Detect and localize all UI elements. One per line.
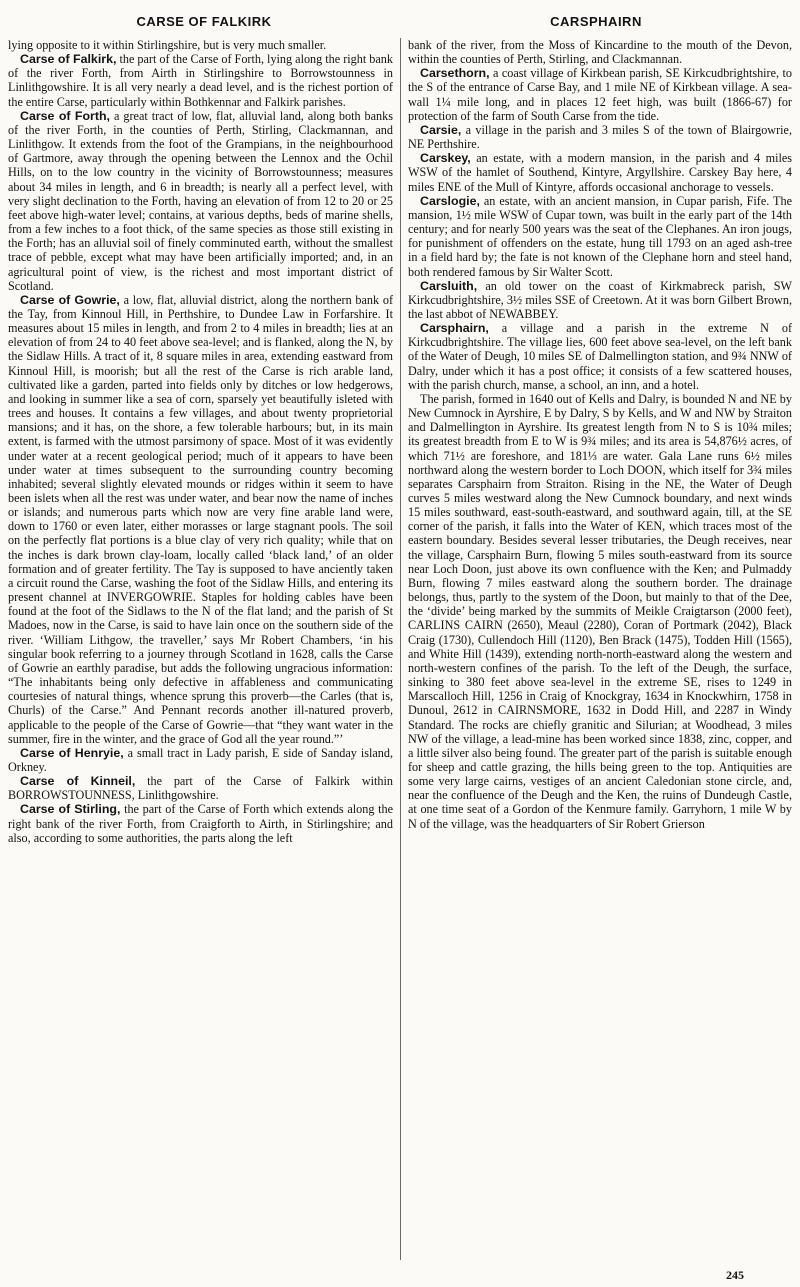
text-columns [8, 38, 792, 1260]
entry-headword: Carse of Gowrie, [20, 292, 120, 307]
right-column [400, 38, 792, 1260]
gazetteer-entry [408, 151, 792, 193]
gazetteer-entry [408, 194, 792, 279]
gazetteer-entry [8, 52, 393, 109]
gazetteer-entry [408, 392, 792, 831]
entry-headword: Carsie, [420, 122, 462, 137]
gazetteer-entry [408, 66, 792, 123]
entry-headword: Carskey, [420, 151, 471, 166]
entry-headword: Carse of Forth, [20, 108, 110, 123]
right-running-head: CARSPHAIRN [550, 14, 642, 29]
entry-text: a coast village of Kirkbean parish, SE Kirkcudbrightshire, to the S of the entrance of Carse Bay, and 1 mile NE of Kirkbean village. A sea-wall 1¼ mile long, and in places 12 feet high, was built (1866-67) for protection of the farm of South Carse from the tide. [408, 66, 792, 123]
entry-text: bank of the river, from the Moss of Kincardine to the mouth of the Devon, within the counties of Perth, Stirling, and Clackmannan. [408, 38, 792, 67]
gazetteer-entry [8, 293, 393, 746]
entry-text: a small tract in Lady parish, E side of Sanday island, Orkney. [8, 745, 393, 774]
entry-text: a great tract of low, flat, alluvial land, along both banks of the river Forth, in the counties of Perth, Stirling, Clackmannan, and Linlithgow. It extends from the foot of the Grampians, in the neighbourhood of Gartmore, away through the opening between the Lennox and the Ochil Hills, on to the low country in the vicinity of Borrowstounness; measures about 34 miles in length, and 6 in breadth; is nearly all a perfect level, with very slight declination to the Forth, having an elevation of from 12 to 20 or 25 feet above high-water level; contains, at various depths, beds of marine shells, from a few inches to a foot thick, of the same species as those still existing in the Forth; has an alluvial soil of finely comminuted earth, without the smallest trace of pebble, except what may have been artificially imported; and, in an agricultural point of view, is the richest and most important district of Scotland. [8, 108, 393, 293]
entry-text: lying opposite to it within Stirlingshire, but is very much smaller. [8, 38, 327, 52]
entry-text: an estate, with an ancient mansion, in Cupar parish, Fife. The mansion, 1½ mile WSW of Cupar town, was built in the early part of the 14th century; and for nearly 500 years was the seat of the Clephanes. An iron jougs, for punishment of offenders on the estate, hung till 1793 on an aged ash-tree in a field hard by; the fate is not known of the Clephane horn and steel hand, both rendered famous by Sir Walter Scott. [408, 193, 792, 279]
entry-headword: Carslogie, [420, 193, 480, 208]
continued-text [8, 38, 393, 52]
left-running-head: CARSE OF FALKIRK [136, 14, 272, 29]
gazetteer-entry [8, 746, 393, 774]
gazetteer-entry [8, 774, 393, 802]
entry-text: an estate, with a modern mansion, in the parish and 4 miles WSW of the hamlet of Southend, Kintyre, Argyllshire. Carskey Bay here, 4 miles ENE of the Mull of Kintyre, affords occasional anchorage to vessels. [408, 151, 792, 194]
running-header [8, 10, 792, 36]
entry-headword: Carse of Falkirk, [20, 52, 117, 67]
gazetteer-entry [8, 802, 393, 844]
entry-headword: Carse of Stirling, [20, 802, 121, 817]
entry-text: a village in the parish and 3 miles S of the town of Blairgowrie, NE Perthshire. [408, 122, 792, 152]
entry-text: an old tower on the coast of Kirkmabreck parish, SW Kirkcudbrightshire, 3½ miles SSE of Creetown. At it was born Gilbert Brown, the last abbot of NEWABBEY. [408, 278, 792, 321]
continued-text [408, 38, 792, 66]
entry-headword: Carse of Kinneil, [20, 774, 136, 789]
left-column [8, 38, 400, 1260]
gazetteer-entry [408, 279, 792, 321]
entry-headword: Carsphairn, [420, 321, 489, 336]
entry-text: a low, flat, alluvial district, along the northern bank of the Tay, from Kinnoul Hill, in Perthshire, to Dundee Law in Forfarshire. It measures about 15 miles in length, and from 2 to 4 miles in breadth; lies at an elevation of from 24 to 40 feet above sea-level; and is flanked, along the N, by the Sidlaw Hills. A tract of it, 8 square miles in area, extending eastward from Kinnoul Hill, is moorish; but all the rest of the Carse is rich arable land, cultivated like a garden, parted into fields only by ditches or low hedgerows, and looking in summer like a sea of corn, sparsely yet beautifully isleted with trees and houses. It contains a few villages, and about twenty proprietorial mansions; and it has, on the shore, a few tolerable harbours; but, in its main extent, is farmed with the utmost parsimony of space. Most of it was evidently under water at a recent geological period; much of it appears to have been under water at times subsequent to the surrounding country becoming inhabited; several slightly elevated mounds or ridges within it seem to have been islets when all the rest was under water, and bear now the name of inches or islands; and numerous parts which now are very fine arable land were, down to 1760 or even later, either morasses or large stagnant pools. The soil on the perfectly flat portions is a blue clay of very rich quality; while that on the inches is dark brown clay-loam, locally called ‘black land,’ of an older formation and of greater fertility. The Tay is supposed to have anciently taken a circuit round the Carse, washing the foot of the Sidlaw Hills, and entering its present channel at INVERGOWRIE. Staples for holding cables have been found at the foot of the Sidlaws to the N of the flat land; and the parish of St Madoes, now in the Carse, is said to have lain once on the southern side of the river. ‘William Lithgow, the traveller,’ says Mr Robert Chambers, ‘in his singular book referring to a journey through Scotland in 1628, calls the Carse of Gowrie an earthly paradise, but adds the following ungracious information: “The inhabitants being only defective in affableness and communicating courtesies of natural things, whence sprung this proverb—the Carles (that is, Churls) of the Carse.” And Pennant records another ill-natured proverb, applicable to the people of the Carse of Gowrie—that “they want water in the summer, fire in the winter, and the grace of God all the year round.”’ [8, 292, 394, 746]
gazetteer-entry [408, 321, 792, 392]
page-number: 245 [726, 1268, 744, 1282]
entry-headword: Carse of Henryie, [20, 745, 124, 760]
entry-text: the part of the Carse of Falkirk within BORROWSTOUNNESS, Linlithgowshire. [8, 774, 393, 803]
entry-text: the part of the Carse of Forth, lying along the right bank of the river Forth, from Airth in Stirlingshire to Borrowstounness in Linlithgowshire. It is all very nearly a dead level, and is the richest portion of the entire Carse, particularly within Bothkennar and Falkirk parishes. [8, 52, 393, 109]
entry-text: a village and a parish in the extreme N of Kirkcudbrightshire. The village lies, 600 feet above sea-level, on the left bank of the Water of Deugh, 10 miles SE of Dalmellington station, and 9¾ NNW of Dalry, under which it has a post office; it consists of a few scattered houses, with the parish church, manse, a school, an inn, and a hotel. [408, 321, 792, 392]
entry-text: The parish, formed in 1640 out of Kells and Dalry, is bounded N and NE by New Cumnock in Ayrshire, E by Dalry, S by Kells, and W and NW by Straiton and Dalmellington in Ayrshire. Its greatest length from N to S is 10¾ miles; its greatest breadth from E to W is 9¾ miles; and its area is 54,876½ acres, of which 71½ are foreshore, and 181⅓ are water. Gala Lane runs 6½ miles northward along the western border to Loch DOON, which itself for 3¾ miles separates Carsphairn from Straiton. Rising in the NE, the Water of Deugh curves 5 miles westward along the New Cumnock boundary, and next winds 15 miles southward, east-south-eastward, and southward again, till, at the SE corner of the parish, it falls into the Water of KEN, which traces most of the eastern boundary. Besides several lesser tributaries, the Deugh receives, near the village, Carsphairn Burn, flowing 5 miles south-eastward from its source near Loch Doon, just above its own confluence with the Ken; and Pulmaddy Burn, flowing 7 miles eastward along the southern border. The drainage belongs, thus, partly to the system of the Doon, but mainly to that of the Dee, the ‘divide’ being marked by the summits of Meikle Craigtarson (2000 feet), CARLINS CAIRN (2650), Meaul (2280), Coran of Portmark (2042), Black Craig (1730), Cullendoch Hill (1120), Ben Brack (1475), Todden Hill (1565), and White Hill (1439), extending north-north-eastward along the western and north-western confines of the parish. To the left of the Deugh, the surface, sinking to 380 feet above sea-level in the extreme SE, rises to 1249 in Marscalloch Hill, 1256 in Craig of Knockgray, 1634 in Knockwhirn, 1758 in Dunoul, 2612 in CAIRNSMORE, 1632 in Dodd Hill, and 2287 in Windy Standard. The rocks are chiefly granitic and Silurian; at Woodhead, 3 miles NW of the village, a lead-mine has been worked since 1838, zinc, copper, and a little silver also being found. The greater part of the parish is suitable enough for sheep and cattle grazing, the hills being green to the top. Antiquities are some very large cairns, vestiges of an ancient Caledonian stone circle, and, near the confluence of the Deugh and the Ken, the ruins of Dundeugh Castle, at one time seat of a Gordon of the Kenmure family. Garryhorn, 1 mile W by N of the village, was the headquarters of Sir Robert Grierson [408, 391, 792, 831]
entry-headword: Carsethorn, [420, 66, 490, 81]
entry-text: the part of the Carse of Forth which extends along the right bank of the river Forth, from Craigforth to Airth, in Stirlingshire; and also, according to some authorities, the parts along the left [8, 802, 393, 845]
gazetteer-entry [408, 123, 792, 151]
entry-headword: Carsluith, [420, 278, 478, 293]
gazetteer-entry [8, 109, 393, 293]
